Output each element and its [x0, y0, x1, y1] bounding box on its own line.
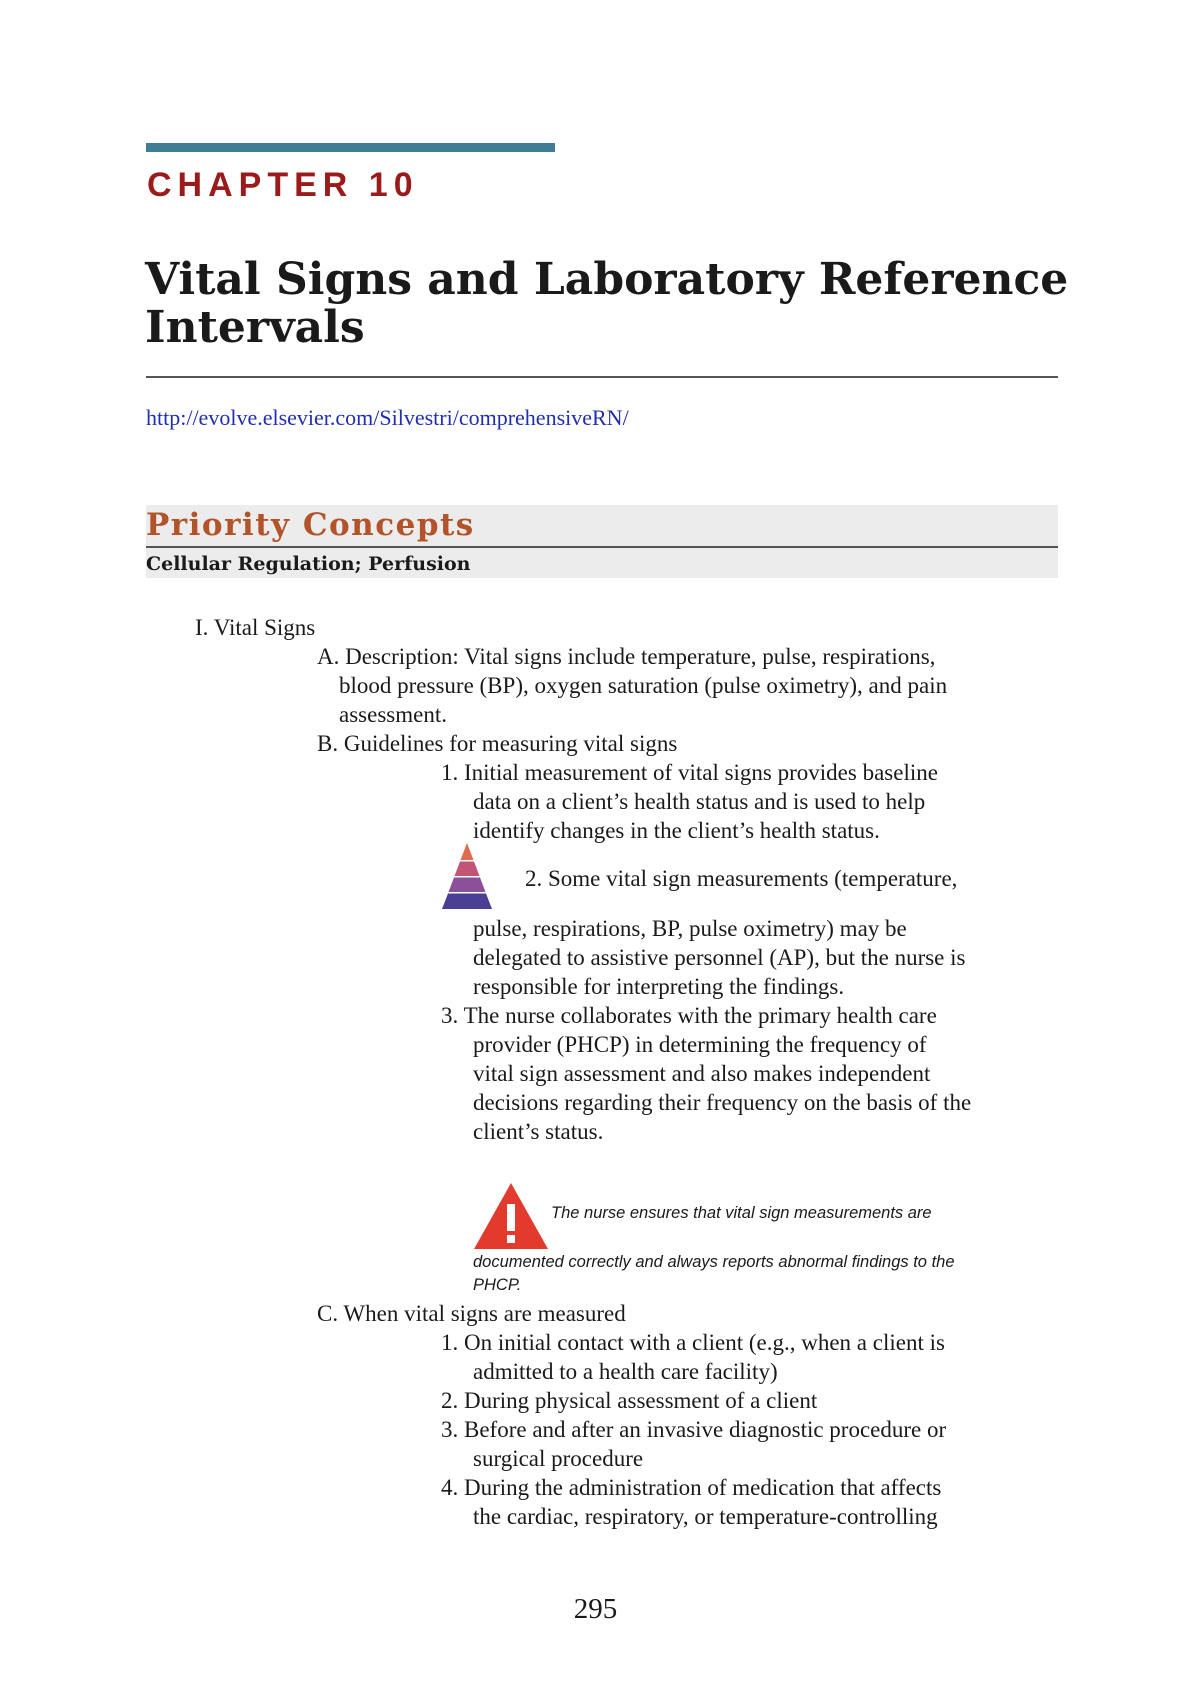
section-i-heading: I. Vital Signs	[195, 615, 316, 640]
item-b2-line-3: delegated to assistive personnel (AP), but the nurse is	[473, 945, 966, 970]
alert-line-1: The nurse ensures that vital sign measurements are	[551, 1204, 932, 1222]
item-b3-line-4: decisions regarding their frequency on the basis of the	[473, 1090, 972, 1115]
item-c3-line-1: 3. Before and after an invasive diagnostic procedure or	[441, 1417, 947, 1442]
item-b3-line-5: client’s status.	[473, 1119, 604, 1144]
item-c4-line-1: 4. During the administration of medication that affects	[441, 1475, 942, 1500]
priority-concepts-list: Cellular Regulation; Perfusion	[146, 553, 471, 575]
delegation-pyramid-icon	[441, 843, 493, 911]
alert-line-3: PHCP.	[473, 1276, 522, 1294]
item-b1-line-3: identify changes in the client’s health status.	[473, 818, 880, 843]
item-b1-line-1: 1. Initial measurement of vital signs provides baseline	[441, 760, 938, 785]
chapter-top-rule	[146, 143, 555, 152]
item-c1-line-2: admitted to a health care facility)	[473, 1359, 778, 1384]
item-b-heading: B. Guidelines for measuring vital signs	[317, 731, 678, 756]
item-b1-line-2: data on a client’s health status and is used to help	[473, 789, 926, 814]
item-b3-line-1: 3. The nurse collaborates with the primary health care	[441, 1003, 937, 1028]
chapter-label: CHAPTER 10	[147, 166, 419, 204]
item-a-line-2: blood pressure (BP), oxygen saturation (pulse oximetry), and pain	[339, 673, 948, 698]
title-divider	[146, 376, 1058, 378]
chapter-title-line-1: Vital Signs and Laboratory Reference	[145, 254, 1069, 305]
item-b2-line-2: pulse, respirations, BP, pulse oximetry) may be	[473, 916, 907, 941]
priority-concepts-heading: Priority Concepts	[146, 507, 475, 543]
page-number: 295	[573, 1593, 618, 1625]
evolve-link[interactable]: http://evolve.elsevier.com/Silvestri/comprehensiveRN/	[146, 405, 629, 430]
item-c4-line-2: the cardiac, respiratory, or temperature-controlling	[473, 1504, 938, 1529]
item-b3-line-3: vital sign assessment and also makes independent	[473, 1061, 931, 1086]
item-c-heading: C. When vital signs are measured	[317, 1301, 626, 1326]
priority-concepts-divider	[146, 546, 1058, 548]
chapter-title-line-2: Intervals	[145, 302, 365, 353]
item-b3-line-2: provider (PHCP) in determining the frequency of	[473, 1032, 927, 1057]
item-a-line-1: A. Description: Vital signs include temperature, pulse, respirations,	[317, 644, 936, 669]
item-b2-line-4: responsible for interpreting the findings.	[473, 974, 845, 999]
critical-alert-icon	[472, 1181, 550, 1251]
item-c2: 2. During physical assessment of a client	[441, 1388, 818, 1413]
item-c3-line-2: surgical procedure	[473, 1446, 644, 1471]
item-b2-line-1: 2. Some vital sign measurements (temperature,	[525, 866, 958, 891]
alert-line-2: documented correctly and always reports abnormal findings to the	[473, 1253, 955, 1271]
chapter-title	[145, 256, 1075, 352]
item-c1-line-1: 1. On initial contact with a client (e.g., when a client is	[441, 1330, 945, 1355]
item-a-line-3: assessment.	[339, 702, 447, 727]
